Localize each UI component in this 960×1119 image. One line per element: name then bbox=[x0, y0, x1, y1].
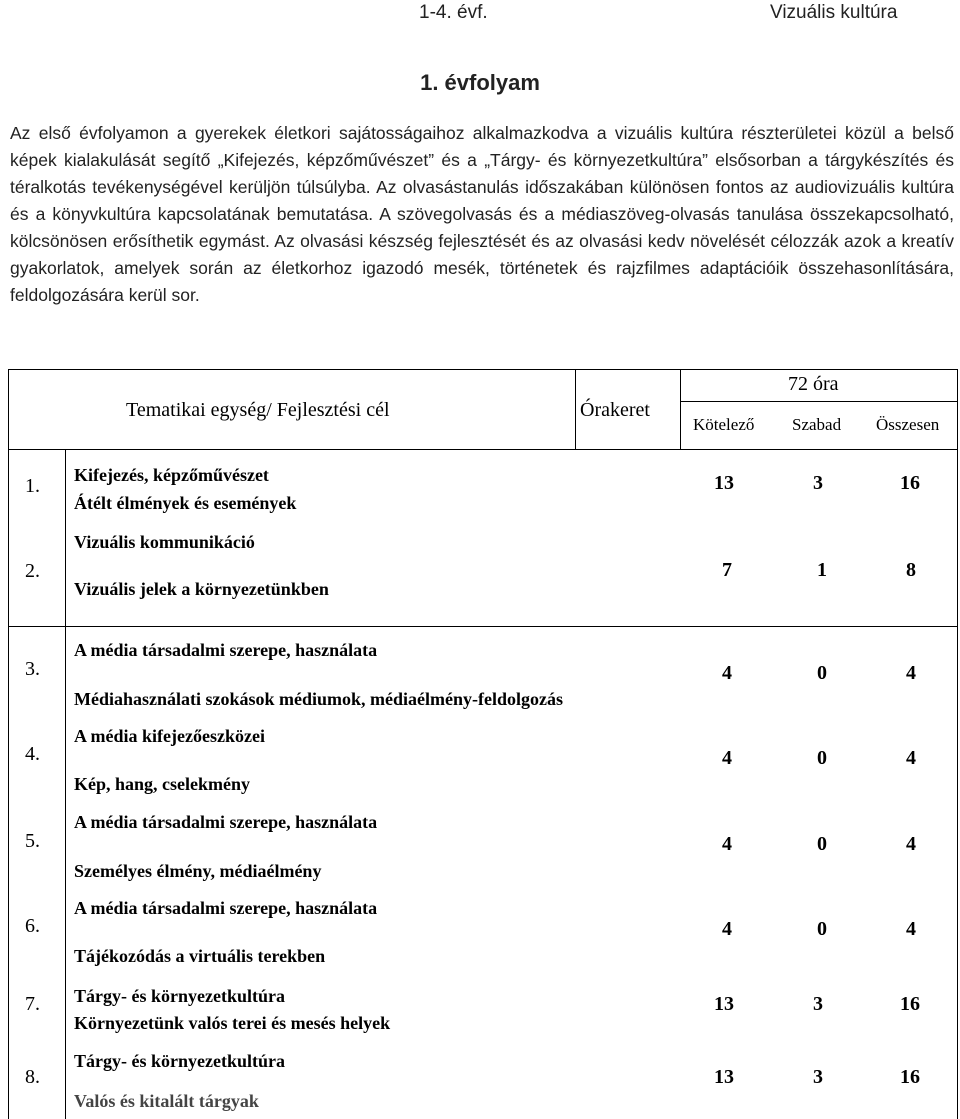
row-subtopic: Médiahasználati szokások médiumok, médiaélmény-feldolgozás bbox=[74, 689, 563, 709]
row-subtopic: Környezetünk valós terei és mesés helyek bbox=[74, 1013, 391, 1033]
col-hours-header: Órakeret bbox=[580, 399, 650, 421]
row-free: 3 bbox=[813, 1066, 823, 1088]
page-title: 1. évfolyam bbox=[420, 70, 540, 95]
row-number: 7. bbox=[25, 993, 40, 1015]
row-number: 3. bbox=[25, 658, 40, 680]
row-subtopic: Tájékozódás a virtuális terekben bbox=[74, 946, 326, 966]
row-number: 4. bbox=[25, 743, 40, 765]
col-free-header: Szabad bbox=[792, 415, 842, 434]
row-total: 4 bbox=[906, 662, 916, 684]
row-subtopic: Kép, hang, cselekmény bbox=[74, 774, 251, 794]
row-topic: Kifejezés, képzőművészet bbox=[74, 465, 269, 485]
row-topic: A média társadalmi szerepe, használata bbox=[74, 898, 378, 918]
curriculum-table bbox=[8, 369, 958, 1119]
row-total: 4 bbox=[906, 918, 916, 940]
row-topic: A média kifejezőeszközei bbox=[74, 726, 265, 746]
header-left-border bbox=[8, 369, 9, 449]
header-divider-hours bbox=[680, 369, 681, 449]
total-hours-header: 72 óra bbox=[788, 373, 839, 395]
row-number: 6. bbox=[25, 915, 40, 937]
row-number: 2. bbox=[25, 560, 40, 582]
row-mandatory: 4 bbox=[722, 833, 732, 855]
group-divider bbox=[8, 626, 958, 627]
row-mandatory: 7 bbox=[722, 559, 732, 581]
row-free: 1 bbox=[817, 559, 827, 581]
header-bottom-border bbox=[8, 449, 958, 450]
row-mandatory: 13 bbox=[714, 1066, 734, 1088]
row-mandatory: 4 bbox=[722, 662, 732, 684]
row-number: 1. bbox=[25, 475, 40, 497]
header-divider-topic bbox=[575, 369, 576, 449]
row-free: 0 bbox=[817, 918, 827, 940]
table-top-border bbox=[8, 369, 958, 370]
num-column-divider bbox=[65, 449, 66, 1119]
body-left-border bbox=[8, 449, 9, 1119]
row-mandatory: 13 bbox=[714, 993, 734, 1015]
row-total: 16 bbox=[900, 1066, 920, 1088]
row-number: 5. bbox=[25, 830, 40, 852]
row-mandatory: 4 bbox=[722, 747, 732, 769]
col-total-header: Összesen bbox=[876, 415, 940, 434]
row-total: 16 bbox=[900, 993, 920, 1015]
col-topic-header: Tematikai egység/ Fejlesztési cél bbox=[126, 399, 390, 421]
row-subtopic: Vizuális jelek a környezetünkben bbox=[74, 579, 329, 599]
col-mandatory-header: Kötelező bbox=[693, 415, 755, 434]
row-number: 8. bbox=[25, 1066, 40, 1088]
header-subject: Vizuális kultúra bbox=[770, 2, 898, 23]
row-total: 4 bbox=[906, 833, 916, 855]
row-subtopic: Személyes élmény, médiaélmény bbox=[74, 861, 322, 881]
row-free: 0 bbox=[817, 833, 827, 855]
row-total: 16 bbox=[900, 472, 920, 494]
row-topic: Tárgy- és környezetkultúra bbox=[74, 1051, 285, 1071]
row-subtopic: Valós és kitalált tárgyak bbox=[74, 1091, 259, 1111]
body-right-border bbox=[957, 449, 958, 1119]
intro-paragraph: Az első évfolyamon a gyerekek életkori sajátosságaihoz alkalmazkodva a vizuális kultúra részterületei közül a belső képek kialakulását segítő „Kifejezés, képzőművészet” és a „Tárgy- és környezetkultúra” elsősorban a tárgykészítés és téralkotás tevékenységével kerüljön túlsúlyba. Az olvasástanulás időszakában különösen fontos az audiovizuális kultúra és a könyvkultúra kapcsolatának bemutatása. A szövegolvasás és a médiaszöveg-olvasás tanulása összekapcsolható, kölcsönösen erősíthetik egymást. Az olvasási készség fejlesztését és az olvasási kedv növelését célozzák azok a kreatív gyakorlatok, amelyek során az életkorhoz igazodó mesék, történetek és rajzfilmes adaptációik összehasonlítására, feldolgozására kerül sor. bbox=[10, 123, 954, 305]
header-grade: 1-4. évf. bbox=[419, 2, 488, 23]
row-free: 3 bbox=[813, 993, 823, 1015]
row-free: 0 bbox=[817, 747, 827, 769]
row-topic: Vizuális kommunikáció bbox=[74, 532, 255, 552]
header-right-border bbox=[957, 369, 958, 449]
row-topic: A média társadalmi szerepe, használata bbox=[74, 812, 378, 832]
row-mandatory: 4 bbox=[722, 918, 732, 940]
row-subtopic: Átélt élmények és események bbox=[74, 493, 297, 513]
row-topic: A média társadalmi szerepe, használata bbox=[74, 640, 378, 660]
hours-split-border bbox=[680, 401, 958, 402]
row-free: 3 bbox=[813, 472, 823, 494]
row-total: 4 bbox=[906, 747, 916, 769]
row-free: 0 bbox=[817, 662, 827, 684]
row-mandatory: 13 bbox=[714, 472, 734, 494]
row-total: 8 bbox=[906, 559, 916, 581]
row-topic: Tárgy- és környezetkultúra bbox=[74, 986, 285, 1006]
